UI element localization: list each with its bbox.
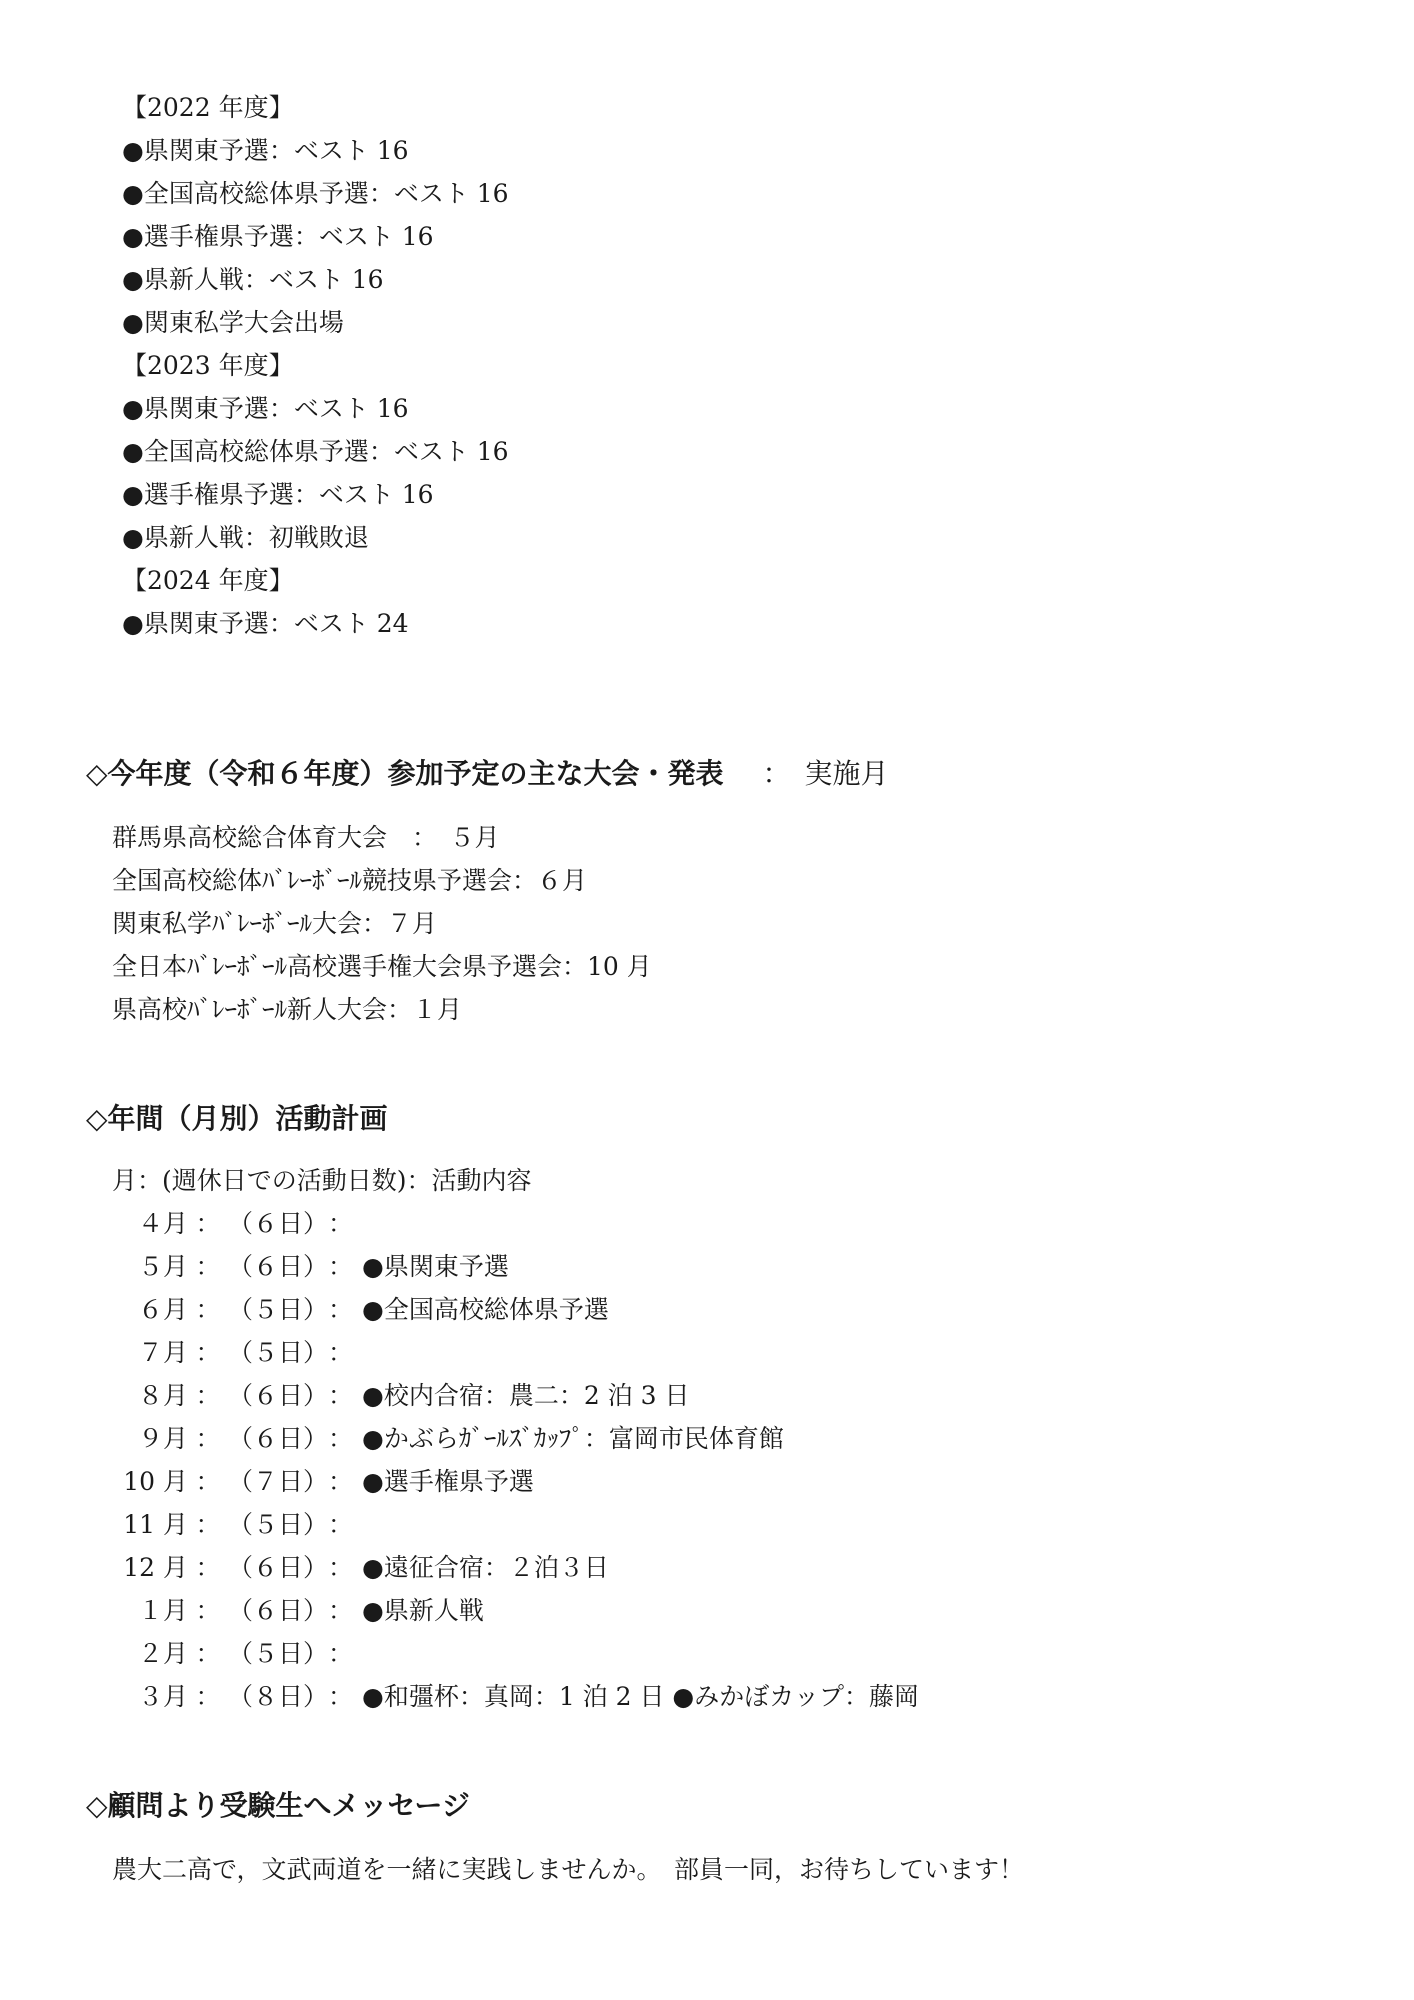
plan-activity: ●全国高校総体県予選 xyxy=(362,1295,609,1324)
plan-days: （５日） xyxy=(228,1639,329,1668)
plan-colon: ： xyxy=(328,1682,354,1711)
tournament-item: 全日本ﾊﾞﾚｰﾎﾞｰﾙ高校選手権大会県予選会：10 月 xyxy=(112,952,652,981)
plan-month: １月 xyxy=(137,1596,188,1625)
plan-month: 11 月 xyxy=(123,1510,188,1539)
plan-row xyxy=(118,1338,362,1368)
plan-month: 12 月 xyxy=(123,1553,188,1582)
plan-row xyxy=(118,1682,919,1712)
plan-month: ５月 xyxy=(137,1252,188,1281)
plan-days: （６日） xyxy=(228,1381,329,1410)
plan-month: ２月 xyxy=(137,1639,188,1668)
plan-days: （５日） xyxy=(228,1338,329,1367)
year-header-2024: 【2024 年度】 xyxy=(122,566,294,595)
plan-colon: ： xyxy=(195,1510,221,1539)
result-item: ●選手権県予選：ベスト 16 xyxy=(122,222,434,251)
plan-activity: ●遠征合宿：２泊３日 xyxy=(362,1553,609,1582)
plan-row xyxy=(118,1252,509,1282)
plan-month: ４月 xyxy=(137,1209,188,1238)
plan-heading: ◇年間（月別）活動計画 xyxy=(86,1102,388,1135)
plan-activity: ●県関東予選 xyxy=(362,1252,509,1281)
plan-colon: ： xyxy=(328,1209,354,1238)
plan-colon: ： xyxy=(195,1424,221,1453)
plan-month: ７月 xyxy=(137,1338,188,1367)
plan-activity: ●和彊杯：真岡：1 泊 2 日 ●みかぼカップ：藤岡 xyxy=(362,1682,919,1711)
tournaments-heading xyxy=(86,757,889,791)
plan-colon: ： xyxy=(195,1209,221,1238)
plan-days: （６日） xyxy=(228,1209,329,1238)
result-item: ●全国高校総体県予選：ベスト 16 xyxy=(122,437,509,466)
tournament-item: 群馬県高校総合体育大会 ： ５月 xyxy=(112,823,500,852)
plan-column-header: 月：(週休日での活動日数)：活動内容 xyxy=(112,1166,532,1195)
plan-colon: ： xyxy=(195,1252,221,1281)
plan-row xyxy=(118,1596,484,1626)
plan-colon: ： xyxy=(328,1553,354,1582)
plan-row xyxy=(118,1639,362,1669)
message-text: 農大二高で，文武両道を一緒に実践しませんか。 部員一同，お待ちしています！ xyxy=(112,1855,1025,1884)
result-item: ●関東私学大会出場 xyxy=(122,308,344,337)
year-header-2023: 【2023 年度】 xyxy=(122,351,294,380)
plan-activity: ●選手権県予選 xyxy=(362,1467,534,1496)
plan-colon: ： xyxy=(328,1424,354,1453)
plan-colon: ： xyxy=(328,1510,354,1539)
plan-month: ８月 xyxy=(137,1381,188,1410)
plan-days: （８日） xyxy=(228,1682,329,1711)
plan-colon: ： xyxy=(328,1639,354,1668)
result-item: ●県新人戦：ベスト 16 xyxy=(122,265,384,294)
plan-row xyxy=(118,1381,689,1411)
plan-colon: ： xyxy=(195,1295,221,1324)
result-item: ●県関東予選：ベスト 16 xyxy=(122,136,409,165)
plan-colon: ： xyxy=(328,1381,354,1410)
plan-colon: ： xyxy=(328,1295,354,1324)
plan-colon: ： xyxy=(195,1639,221,1668)
plan-colon: ： xyxy=(195,1381,221,1410)
result-item: ●県新人戦：初戦敗退 xyxy=(122,523,369,552)
result-item: ●県関東予選：ベスト 16 xyxy=(122,394,409,423)
plan-colon: ： xyxy=(195,1682,221,1711)
plan-days: （５日） xyxy=(228,1510,329,1539)
tournament-item: 全国高校総体ﾊﾞﾚｰﾎﾞｰﾙ競技県予選会：６月 xyxy=(112,866,588,895)
plan-days: （７日） xyxy=(228,1467,329,1496)
plan-activity: ●県新人戦 xyxy=(362,1596,484,1625)
tournament-item: 県高校ﾊﾞﾚｰﾎﾞｰﾙ新人大会：１月 xyxy=(112,995,463,1024)
plan-month: 10 月 xyxy=(123,1467,188,1496)
plan-row xyxy=(118,1510,362,1540)
plan-days: （６日） xyxy=(228,1252,329,1281)
plan-activity: ●かぶらｶﾞｰﾙｽﾞｶｯﾌﾟ：富岡市民体育館 xyxy=(362,1424,784,1453)
plan-days: （６日） xyxy=(228,1596,329,1625)
tournament-item: 関東私学ﾊﾞﾚｰﾎﾞｰﾙ大会：７月 xyxy=(112,909,438,938)
plan-colon: ： xyxy=(195,1553,221,1582)
plan-colon: ： xyxy=(195,1596,221,1625)
plan-colon: ： xyxy=(328,1467,354,1496)
plan-row xyxy=(118,1209,362,1239)
plan-colon: ： xyxy=(195,1338,221,1367)
plan-colon: ： xyxy=(328,1596,354,1625)
plan-days: （５日） xyxy=(228,1295,329,1324)
result-item: ●県関東予選：ベスト 24 xyxy=(122,609,409,638)
tournaments-heading-suffix: ： 実施月 xyxy=(762,757,889,790)
plan-colon: ： xyxy=(328,1338,354,1367)
plan-colon: ： xyxy=(195,1467,221,1496)
message-heading: ◇顧問より受験生へメッセージ xyxy=(86,1789,470,1822)
tournaments-heading-title: ◇今年度（令和６年度）参加予定の主な大会・発表 xyxy=(86,757,724,790)
plan-month: ３月 xyxy=(137,1682,188,1711)
plan-row xyxy=(118,1295,609,1325)
plan-row xyxy=(118,1553,609,1583)
plan-colon: ： xyxy=(328,1252,354,1281)
result-item: ●全国高校総体県予選：ベスト 16 xyxy=(122,179,509,208)
plan-activity: ●校内合宿：農二：2 泊 3 日 xyxy=(362,1381,690,1410)
plan-row xyxy=(118,1467,534,1497)
plan-month: ６月 xyxy=(137,1295,188,1324)
plan-days: （６日） xyxy=(228,1424,329,1453)
plan-days: （６日） xyxy=(228,1553,329,1582)
result-item: ●選手権県予選：ベスト 16 xyxy=(122,480,434,509)
plan-row xyxy=(118,1424,784,1454)
plan-month: ９月 xyxy=(137,1424,188,1453)
year-header-2022: 【2022 年度】 xyxy=(122,93,294,122)
